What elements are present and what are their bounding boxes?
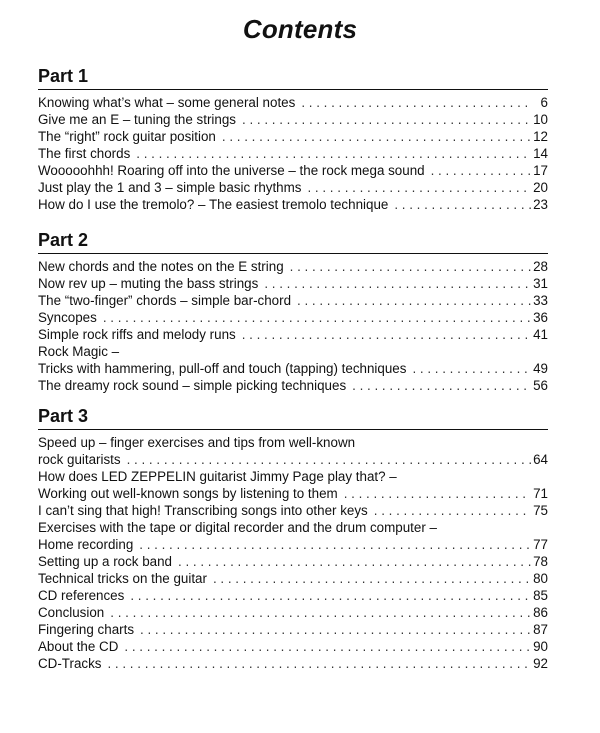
toc-entry (38, 451, 548, 468)
toc-page-number: 28 (533, 259, 548, 274)
toc-entry (38, 434, 548, 451)
toc-list (38, 434, 548, 672)
toc-entry (38, 360, 548, 377)
dot-leader (242, 111, 531, 128)
dot-leader (140, 621, 531, 638)
part-divider (38, 89, 548, 90)
toc-entry (38, 145, 548, 162)
toc-page-number: 92 (533, 656, 548, 671)
dot-leader (290, 258, 531, 275)
toc-entry (38, 655, 548, 672)
part-heading: Part 3 (38, 406, 89, 426)
toc-page-number: 80 (533, 571, 548, 586)
toc-entry-title: CD-Tracks (38, 656, 102, 671)
part-heading: Part 1 (38, 66, 89, 86)
dot-leader (178, 553, 531, 570)
part-heading: Part 2 (38, 230, 89, 250)
toc-entry (38, 377, 548, 394)
toc-page-number: 86 (533, 605, 548, 620)
toc-page-number: 31 (533, 276, 548, 291)
toc-entry-title: rock guitarists (38, 452, 121, 467)
toc-entry (38, 179, 548, 196)
part-divider (38, 253, 548, 254)
toc-entry-title: The first chords (38, 146, 131, 161)
dot-leader (374, 502, 531, 519)
dot-leader (394, 196, 531, 213)
toc-entry (38, 485, 548, 502)
toc-entry-title: Exercises with the tape or digital recorder and the drum computer – (38, 520, 437, 535)
toc-page-number: 75 (533, 503, 548, 518)
toc-entry (38, 502, 548, 519)
toc-page-number: 23 (533, 197, 548, 212)
dot-leader (301, 94, 532, 111)
toc-entry-title: The “two-finger” chords – simple bar-chord (38, 293, 292, 308)
dot-leader (344, 485, 531, 502)
toc-page-number: 56 (533, 378, 548, 393)
toc-entry (38, 519, 548, 536)
toc-entry-title: CD references (38, 588, 125, 603)
toc-entry (38, 468, 548, 485)
toc-page-number: 20 (533, 180, 548, 195)
toc-entry-title: Syncopes (38, 310, 97, 325)
toc-entry (38, 621, 548, 638)
dot-leader (264, 275, 531, 292)
part-1-section (38, 66, 548, 213)
toc-entry (38, 292, 548, 309)
toc-page-number: 71 (533, 486, 548, 501)
toc-page-number: 14 (533, 146, 548, 161)
toc-entry (38, 94, 548, 111)
toc-page-number: 85 (533, 588, 548, 603)
toc-page-number: 41 (533, 327, 548, 342)
toc-entry-title: Home recording (38, 537, 134, 552)
toc-entry-title: Knowing what’s what – some general notes (38, 95, 296, 110)
dot-leader (139, 536, 531, 553)
toc-entry (38, 553, 548, 570)
dot-leader (103, 309, 531, 326)
toc-page-number: 36 (533, 310, 548, 325)
toc-page-number: 64 (533, 452, 548, 467)
dot-leader (110, 604, 531, 621)
toc-entry-title: Now rev up – muting the bass strings (38, 276, 259, 291)
toc-entry-title: Fingering charts (38, 622, 135, 637)
toc-entry-title: Tricks with hammering, pull-off and touch (tapping) techniques (38, 361, 407, 376)
toc-page-number: 10 (533, 112, 548, 127)
toc-list (38, 94, 548, 213)
dot-leader (242, 326, 531, 343)
part-3-section (38, 406, 548, 672)
toc-page-number: 77 (533, 537, 548, 552)
dot-leader (136, 145, 531, 162)
toc-entry (38, 128, 548, 145)
toc-entry (38, 638, 548, 655)
toc-entry (38, 570, 548, 587)
part-2-section (38, 230, 548, 394)
page-title: Contents (242, 14, 358, 44)
toc-entry (38, 309, 548, 326)
toc-entry-title: New chords and the notes on the E string (38, 259, 284, 274)
toc-entry-title: The “right” rock guitar position (38, 129, 216, 144)
toc-entry (38, 326, 548, 343)
toc-page-number: 12 (533, 129, 548, 144)
toc-entry (38, 162, 548, 179)
toc-entry-title: Rock Magic – (38, 344, 120, 359)
toc-page-number: 17 (533, 163, 548, 178)
dot-leader (297, 292, 531, 309)
part-divider (38, 429, 548, 430)
dot-leader (222, 128, 531, 145)
toc-list (38, 258, 548, 394)
toc-entry (38, 111, 548, 128)
toc-page-number: 78 (533, 554, 548, 569)
dot-leader (213, 570, 531, 587)
toc-entry-title: Simple rock riffs and melody runs (38, 327, 236, 342)
dot-leader (124, 638, 531, 655)
toc-entry-title: I can’t sing that high! Transcribing songs into other keys (38, 503, 368, 518)
toc-entry (38, 343, 548, 360)
dot-leader (127, 451, 531, 468)
toc-entry-title: Just play the 1 and 3 – simple basic rhythms (38, 180, 302, 195)
toc-entry-title: Setting up a rock band (38, 554, 172, 569)
toc-page-number: 6 (540, 95, 548, 110)
toc-entry-title: Technical tricks on the guitar (38, 571, 207, 586)
toc-page-number: 87 (533, 622, 548, 637)
toc-entry (38, 196, 548, 213)
dot-leader (107, 655, 531, 672)
dot-leader (307, 179, 531, 196)
toc-entry (38, 536, 548, 553)
toc-entry-title: Wooooohhh! Roaring off into the universe – the rock mega sound (38, 163, 425, 178)
toc-entry-title: How does LED ZEPPELIN guitarist Jimmy Page play that? – (38, 469, 397, 484)
toc-page-number: 33 (533, 293, 548, 308)
toc-page-number: 49 (533, 361, 548, 376)
dot-leader (412, 360, 531, 377)
toc-entry (38, 275, 548, 292)
dot-leader (431, 162, 531, 179)
dot-leader (130, 587, 531, 604)
toc-entry-title: How do I use the tremolo? – The easiest tremolo technique (38, 197, 389, 212)
toc-entry-title: Speed up – finger exercises and tips from well-known (38, 435, 356, 450)
toc-entry (38, 587, 548, 604)
toc-entry-title: About the CD (38, 639, 119, 654)
toc-entry-title: Conclusion (38, 605, 105, 620)
toc-entry-title: Working out well-known songs by listening to them (38, 486, 338, 501)
dot-leader (352, 377, 531, 394)
toc-entry-title: Give me an E – tuning the strings (38, 112, 236, 127)
toc-entry-title: The dreamy rock sound – simple picking techniques (38, 378, 347, 393)
toc-entry (38, 258, 548, 275)
toc-entry (38, 604, 548, 621)
toc-page-number: 90 (533, 639, 548, 654)
